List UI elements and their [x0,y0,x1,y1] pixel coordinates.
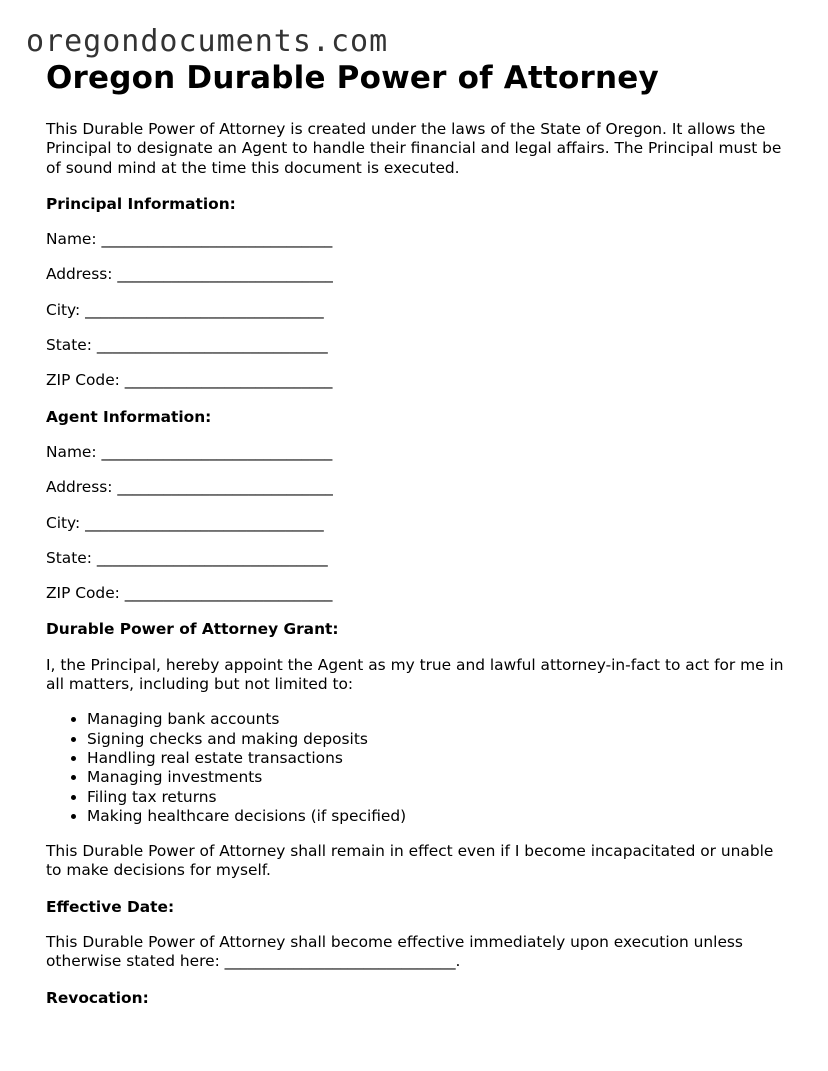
agent-state-field: State: ______________________________ [46,548,328,567]
revocation-heading: Revocation: [46,988,149,1007]
principal-zip-field: ZIP Code: ___________________________ [46,371,333,390]
agent-city-field: City: _______________________________ [46,513,324,532]
grant-heading: Durable Power of Attorney Grant: [46,620,339,639]
list-item: • Handling real estate transactions [87,749,786,768]
grant-paragraph: I, the Principal, hereby appoint the Agent as my true and lawful attorney-in-fact to act for me in all matters, including but not limited to: [46,655,784,694]
list-item: • Filing tax returns [87,788,786,807]
agent-address-field: Address: ____________________________ [46,478,333,497]
agent-heading: Agent Information: [46,407,212,426]
effective-date-paragraph: This Durable Power of Attorney shall become effective immediately upon execution unless otherwise stated here: ______________________________. [46,933,743,971]
effective-date-heading: Effective Date: [46,897,175,916]
powers-list [46,710,786,826]
list-item: • Managing investments [87,768,786,787]
principal-state-field: State: ______________________________ [46,336,328,355]
principal-name-field: Name: ______________________________ [46,230,333,249]
site-watermark: oregondocuments.com [26,24,389,59]
principal-city-field: City: _______________________________ [46,300,324,319]
intro-paragraph: This Durable Power of Attorney is created under the laws of the State of Oregon. It allows the Principal to designate an Agent to handle their financial and legal affairs. The Principal must be of sound mind at the time this document is executed. [46,120,782,177]
durability-paragraph: This Durable Power of Attorney shall remain in effect even if I become incapacitated or unable to make decisions for myself. [46,842,774,880]
agent-zip-field: ZIP Code: ___________________________ [46,584,333,603]
principal-heading: Principal Information: [46,194,236,213]
list-item: • Making healthcare decisions (if specified) [87,807,786,826]
agent-name-field: Name: ______________________________ [46,442,333,461]
list-item: • Signing checks and making deposits [87,730,786,749]
list-item: • Managing bank accounts [87,710,786,729]
principal-address-field: Address: ____________________________ [46,265,333,284]
document-title: Oregon Durable Power of Attorney [46,60,659,96]
document-body [46,58,786,1008]
